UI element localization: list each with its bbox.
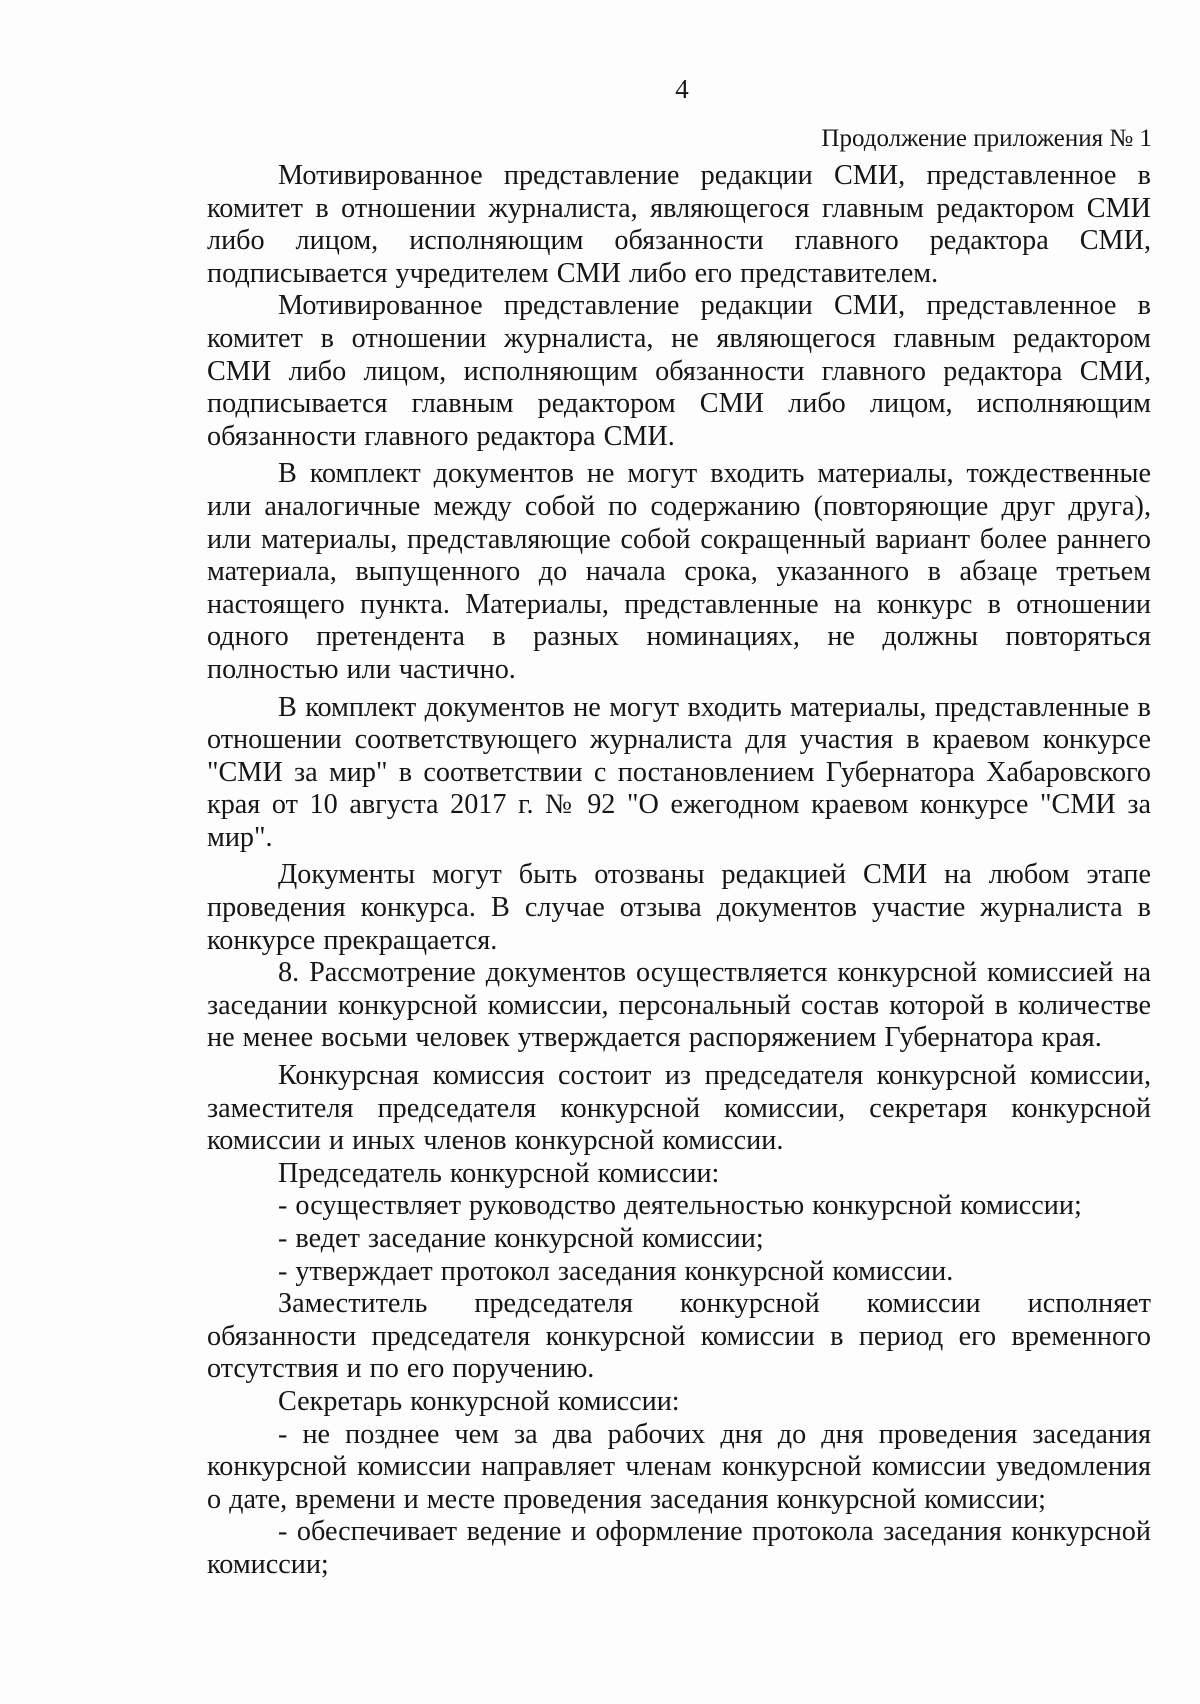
paragraph-documents-withdrawal: Документы могут быть отозваны редакцией СМИ на любом этапе проведения конкурса. В случае отзыва документов участие журналиста в конкурсе прекращается. (207, 859, 1151, 956)
appendix-continuation-label: Продолжение приложения № 1 (821, 125, 1152, 152)
list-item-chairman-duty: - утверждает протокол заседания конкурсной комиссии. (278, 1255, 954, 1287)
list-item-secretary-duty: - обеспечивает ведение и оформление протокола заседания конкурсной комиссии; (207, 1516, 1151, 1580)
paragraph-secretary-heading: Секретарь конкурсной комиссии: (278, 1385, 680, 1417)
list-item-chairman-duty: - ведет заседание конкурсной комиссии; (278, 1223, 764, 1254)
paragraph-chairman-heading: Председатель конкурсной комиссии: (278, 1157, 720, 1189)
paragraph-chief-editor-representation: Мотивированное представление редакции СМИ, представленное в комитет в отношении журналиста, являющегося главным редактором СМИ либо лицом, исполняющим обязанности главного редактора СМИ, подписывается учредителем СМИ либо его представителем. (207, 160, 1151, 289)
paragraph-journalist-representation: Мотивированное представление редакции СМИ, представленное в комитет в отношении журналиста, не являющегося главным редактором СМИ либо лицом, исполняющим обязанности главного редактора СМИ, подписывается главным редактором СМИ либо лицом, исполняющим обязанности главного редактора СМИ. (207, 290, 1151, 452)
paragraph-smi-za-mir-exclusion: В комплект документов не могут входить материалы, представленные в отношении соответствующего журналиста для участия в краевом конкурсе "СМИ за мир" в соответствии с постановлением Губернатора Хабаровского края от 10 августа 2017 г. № 92 "О ежегодном краевом конкурсе "СМИ за мир". (207, 691, 1151, 853)
document-body (207, 160, 1151, 1582)
page-number: 4 (675, 74, 689, 104)
paragraph-clause-8: 8. Рассмотрение документов осуществляется конкурсной комиссией на заседании конкурсной комиссии, персональный состав которой в количестве не менее восьми человек утверждается распоряжением Губернатора края. (207, 957, 1151, 1054)
paragraph-deputy-chairman: Заместитель председателя конкурсной комиссии исполняет обязанности председателя конкурсной комиссии в период его временного отсутствия и по его поручению. (207, 1288, 1151, 1385)
list-item-secretary-duty: - не позднее чем за два рабочих дня до дня проведения заседания конкурсной комиссии направляет членам конкурсной комиссии уведомления о дате, времени и месте проведения заседания конкурсной комиссии; (207, 1418, 1151, 1515)
paragraph-commission-composition: Конкурсная комиссия состоит из председателя конкурсной комиссии, заместителя председателя конкурсной комиссии, секретаря конкурсной комиссии и иных членов конкурсной комиссии. (207, 1060, 1151, 1157)
paragraph-identical-materials: В комплект документов не могут входить материалы, тождественные или аналогичные между собой по содержанию (повторяющие друг друга), или материалы, представляющие собой сокращенный вариант более раннего материала, выпущенного до начала срока, указанного в абзаце третьем настоящего пункта. Материалы, представленные на конкурс в отношении одного претендента в разных номинациях, не должны повторяться полностью или частично. (207, 458, 1151, 685)
list-item-chairman-duty: - осуществляет руководство деятельностью конкурсной комиссии; (278, 1190, 1082, 1222)
